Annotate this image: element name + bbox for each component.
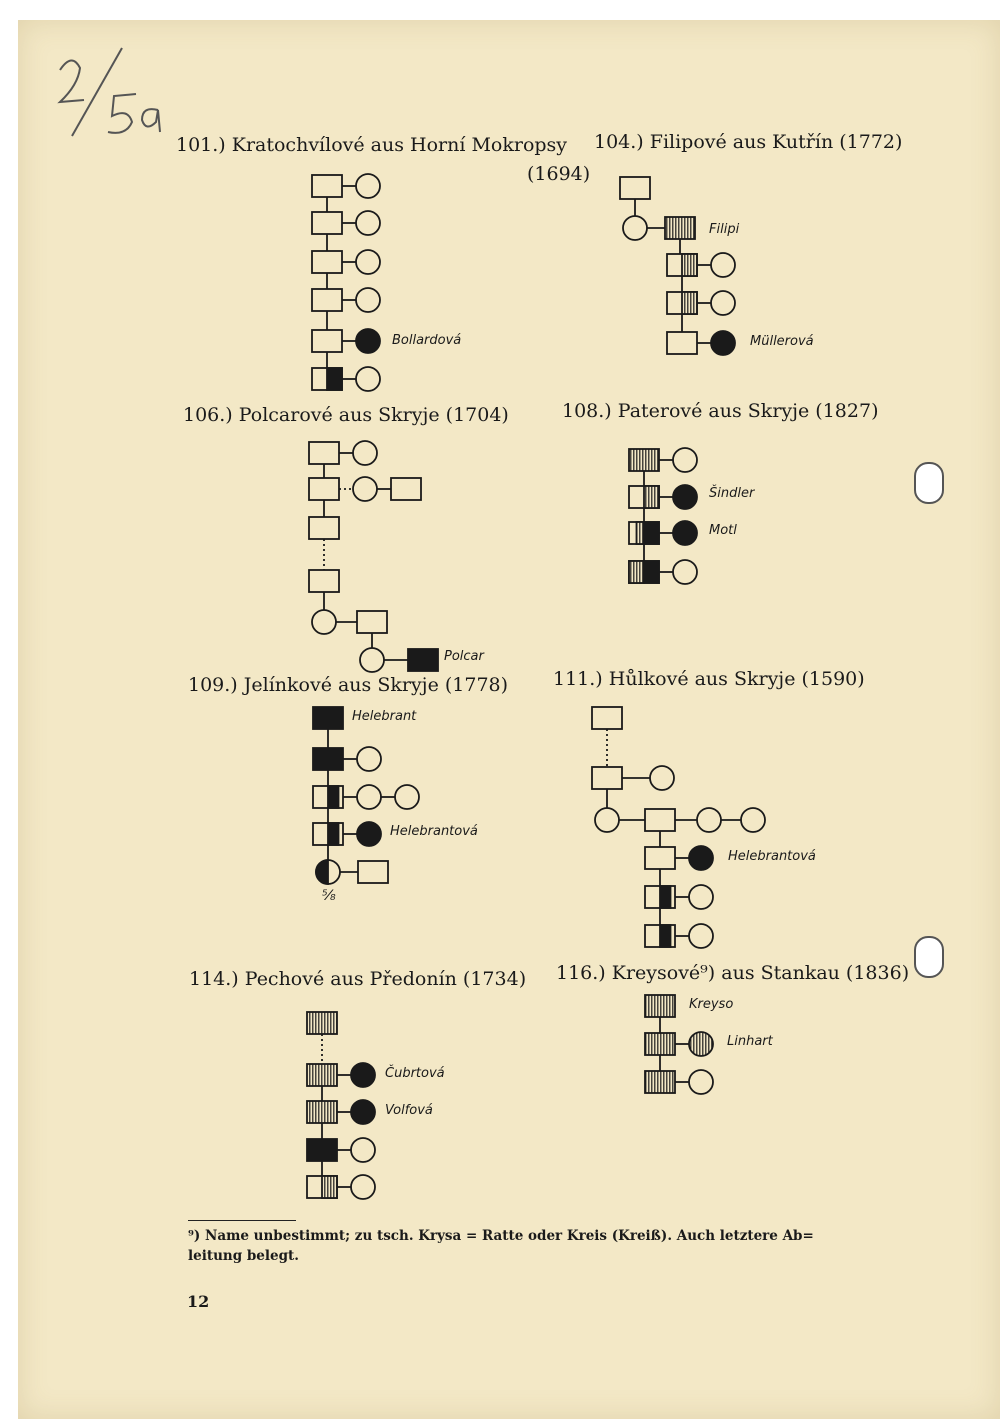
female-circle [650,766,674,790]
label-cubrtova: Čubrtová [385,1066,445,1081]
label-mullerova: Müllerová [750,334,814,349]
female-circle [741,808,765,832]
female-circle [356,250,380,274]
male-square-fill [682,254,697,276]
male-square [313,748,343,770]
male-square [312,251,342,273]
male-square [645,1033,675,1055]
male-square [309,478,339,500]
female-circle [356,174,380,198]
male-square [665,217,695,239]
label-volfova: Volfová [385,1103,433,1118]
female-circle [356,367,380,391]
female-circle [689,924,713,948]
label-fraction: ⁵⁄₈ [322,888,336,904]
male-square [309,570,339,592]
female-circle [673,448,697,472]
female-circle [711,291,735,315]
label-polcar: Polcar [444,649,484,664]
male-square [307,1139,337,1161]
heading-111: 111.) Hůlkové aus Skryje (1590) [553,668,865,690]
female-circle [697,808,721,832]
female-circle [711,253,735,277]
male-square-fill [327,368,342,390]
female-circle-fill [316,860,328,884]
label-filipi: Filipi [709,222,740,237]
heading-101-year: (1694) [527,163,591,185]
female-circle [312,610,336,634]
female-circle [689,1070,713,1094]
label-helebrant: Helebrant [352,709,417,724]
male-square [307,1064,337,1086]
female-circle [711,331,735,355]
female-circle [357,785,381,809]
male-square [629,449,659,471]
male-square-fill [644,561,659,583]
label-linhart: Linhart [727,1034,773,1049]
female-circle [351,1100,375,1124]
male-square [408,649,438,671]
label-helebrantova-109: Helebrantová [390,824,478,839]
footnote-line1: ⁹) Name unbestimmt; zu tsch. Krysa = Ratte oder Kreis (Kreiß). Auch letztere Ab= [188,1228,814,1244]
male-square [645,809,675,831]
male-square [309,442,339,464]
female-circle [356,211,380,235]
heading-114: 114.) Pechové aus Předonín (1734) [189,968,527,990]
male-square [312,289,342,311]
male-square-fill [682,292,697,314]
male-square [313,707,343,729]
male-square [357,611,387,633]
footnote-line2: leitung belegt. [188,1248,299,1264]
male-square [312,330,342,352]
female-circle [353,477,377,501]
male-square [312,212,342,234]
label-kreyso: Kreyso [689,997,734,1012]
male-square-fill [644,486,659,508]
female-circle [689,885,713,909]
male-square [391,478,421,500]
female-circle [351,1175,375,1199]
male-square [645,1071,675,1093]
male-square [592,767,622,789]
male-square [620,177,650,199]
female-circle [356,329,380,353]
heading-101: 101.) Kratochvílové aus Horní Mokropsy [176,134,568,156]
male-square-fill [637,522,645,544]
male-square [645,847,675,869]
female-circle [673,521,697,545]
heading-104: 104.) Filipové aus Kutřín (1772) [594,131,903,153]
female-circle [357,747,381,771]
label-helebrantova-111: Helebrantová [728,849,816,864]
heading-116: 116.) Kreysové⁹) aus Stankau (1836) [556,962,910,984]
heading-109: 109.) Jelínkové aus Skryje (1778) [188,674,509,696]
male-square [667,332,697,354]
label-sindler: Šindler [709,486,755,501]
female-circle [595,808,619,832]
male-square [307,1101,337,1123]
male-square [307,1012,337,1034]
female-circle [673,485,697,509]
heading-108: 108.) Paterové aus Skryje (1827) [562,400,879,422]
female-circle [351,1138,375,1162]
male-square-fill [328,786,339,808]
male-square [358,861,388,883]
female-circle [673,560,697,584]
male-square [312,175,342,197]
female-circle [351,1063,375,1087]
female-circle [689,1032,713,1056]
page-number: 12 [187,1292,210,1311]
male-square [309,517,339,539]
female-circle [357,822,381,846]
male-square-fill [328,823,339,845]
heading-106: 106.) Polcarové aus Skryje (1704) [183,404,509,426]
label-bollardova: Bollardová [392,333,462,348]
male-square-fill [629,561,644,583]
male-square-fill [660,925,671,947]
female-circle [623,216,647,240]
female-circle [356,288,380,312]
male-square [645,995,675,1017]
male-square-fill [322,1176,337,1198]
female-circle [360,648,384,672]
male-square-fill [660,886,671,908]
female-circle [353,441,377,465]
male-square-fill [644,522,659,544]
female-circle [689,846,713,870]
label-motl: Motl [709,523,737,538]
male-square [592,707,622,729]
female-circle [395,785,419,809]
